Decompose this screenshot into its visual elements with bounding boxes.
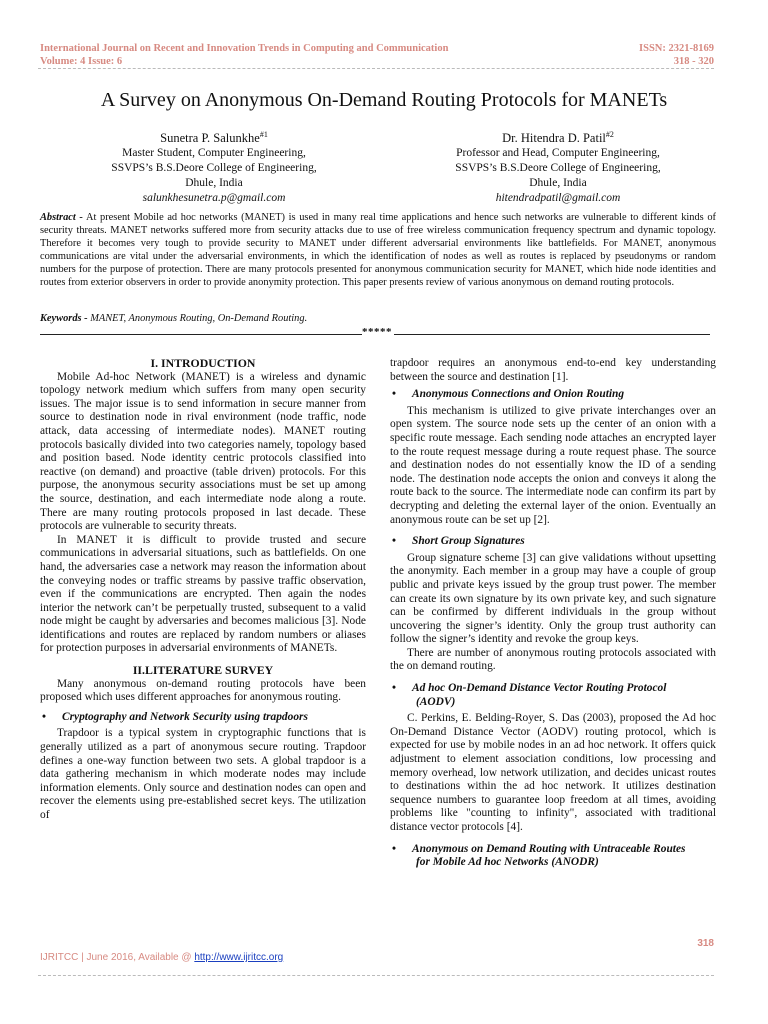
author-sup: #2 (605, 130, 614, 139)
journal-name: International Journal on Recent and Innovation Trends in Computing and Communication (40, 43, 449, 54)
footer-label: IJRITCC | June 2016, Available @ (40, 952, 195, 963)
footer-divider (38, 975, 714, 976)
subsection-heading: • Short Group Signatures (392, 535, 525, 548)
section-heading-introduction: I. INTRODUCTION (150, 356, 256, 370)
subsection-heading: • Anonymous on Demand Routing with Untraceable Routes for Mobile Ad hoc Networks (ANODR) (392, 842, 686, 869)
journal-link[interactable]: http://www.ijritcc.org (194, 952, 284, 963)
keywords-text: MANET, Anonymous Routing, On-Demand Routing. (90, 313, 308, 324)
issn: ISSN: 2321-8169 (639, 43, 714, 54)
left-column (40, 357, 366, 823)
keywords (40, 313, 307, 324)
bullet-icon: • (42, 710, 46, 723)
author-email: hitendradpatil@gmail.com (495, 192, 621, 205)
author-name: Dr. Hitendra D. Patil (502, 131, 606, 146)
bullet-icon: • (392, 535, 396, 548)
bullet-icon: • (392, 842, 396, 855)
keywords-label: Keywords - (40, 313, 88, 324)
separator-stars: ***** (362, 326, 392, 338)
subsection-heading: • Cryptography and Network Security using trapdoors (42, 710, 308, 723)
page-range: 318 - 320 (673, 56, 714, 67)
paragraph: This mechanism is utilized to give private interchanges over an open system. The source node sets up the center of an onion with a specific route message. Each sending node attaches an encrypted layer to the route request message during a route request phase. The source and destination nodes do not essentially know the ID of a sending node. The destination node accepts the onion and conveys it along the route back to the source. The intermediate node can confirm its part by decrypting and deleting the external layer of the onion. Eventually an anonymous route can be set up [2]. (390, 404, 716, 526)
author-college: SSVPS’s B.S.Deore College of Engineering, (455, 162, 661, 175)
separator-line-left (40, 334, 362, 335)
header-divider (38, 68, 714, 69)
abstract-label: Abstract - (40, 212, 83, 223)
author-city: Dhule, India (529, 177, 587, 190)
footer-text (40, 952, 283, 963)
author-name: Sunetra P. Salunkhe (160, 131, 260, 146)
right-column (390, 357, 716, 873)
subsection-heading: • Anonymous Connections and Onion Routing (392, 388, 625, 401)
author-role: Master Student, Computer Engineering, (122, 147, 306, 160)
bullet-icon: • (392, 682, 396, 695)
paragraph: C. Perkins, E. Belding-Royer, S. Das (2003), proposed the Ad hoc On-Demand Distance Vector (AODV) routing protocol, which is expected for use by mobile nodes in an ad hoc network. It offers quick adjustment to element association conditions, low processing and memory overhead, low network utilization, and decides unicast routes to destinations within the ad hoc network. It utilizes destination sequence numbers to guarantee loop freedom at all times, avoiding problems like "counting to infinity", associated with traditional distance vector protocols [4]. (390, 712, 716, 833)
abstract (40, 211, 716, 290)
volume-issue: Volume: 4 Issue: 6 (40, 56, 123, 67)
author-college: SSVPS’s B.S.Deore College of Engineering, (111, 162, 317, 175)
author-email: salunkhesunetra.p@gmail.com (142, 192, 286, 205)
author-block-1 (74, 127, 354, 206)
page-number: 318 (697, 938, 714, 949)
author-sup: #1 (259, 130, 268, 139)
paragraph: Trapdoor is a typical system in cryptographic functions that is generally utilized as a part of anonymous secure routing. Trapdoor defines a one-way function between two sets. A global trapdoor is a data gathering mechanism in which moderate nodes may include information elements. Only source and destination nodes can open and recover the elements using pre-established secret keys. The utilization of (40, 727, 366, 821)
paragraph: There are number of anonymous routing protocols associated with the on demand routing. (390, 646, 716, 673)
section-heading-literature-survey: II.LITERATURE SURVEY (132, 663, 274, 678)
paragraph: In MANET it is difficult to provide trusted and secure communications in adversarial situations, such as battlefields. On one hand, the adversaries case a network may reason the information about the conveying nodes or traffic streams by passive traffic observation, even if the communications are encrypted. Then again the nodes interior the network can’t be perpetually trusted, subsequent to a valid node might be caught by adversaries and becomes malicious [3]. Node identifications and routes are replaced by random numbers or aliases for protection purposes in adversarial environments of MANETs. (40, 533, 366, 655)
paragraph: Mobile Ad-hoc Network (MANET) is a wireless and dynamic topology network medium which suffers from many open security issues. The major issue is to send information in secure manner from source to destination node in rival environment (node traffic, node attack, data accessing of intermediate nodes). MANET routing protocols basically divided into two categories namely, topology based and position based. Node identity centric protocols classified into reactive (on demand) and proactive (table driven) protocols. For this purpose, the anonymous security associations must be set up among the source, destination, and each intermediate node along a route. There are many routing protocols proposed in last decade. These protocols are vulnerable to security threats. (40, 370, 366, 533)
abstract-text: At present Mobile ad hoc networks (MANET) is used in many real time applications and hence such networks are vulnerable to different kinds of security threats. MANET networks suffered more from security attacks due to use of free wireless communication frequency spectrum and dynamic topology. Therefore it becomes very tough to provide security to MANET under different adversarial environments like battlefields. For MANET, anonymous communications are vital under the adversarial environments, in which the identification of nodes as well as routes is replaced by pseudonyms or random numbers for the purpose of protection. There are many protocols presented for anonymous communication security for MANET, which hide node identities and routes from exterior observers in order to provide anonymity protection. This paper presents review of various anonymous on demand routing protocols. (40, 212, 717, 289)
separator-line-right (394, 334, 710, 335)
author-role: Professor and Head, Computer Engineering, (456, 147, 660, 160)
author-block-2 (418, 127, 698, 206)
paragraph: trapdoor requires an anonymous end-to-end key understanding between the source and destination [1]. (390, 357, 716, 383)
author-city: Dhule, India (185, 177, 243, 190)
paragraph: Group signature scheme [3] can give validations without upsetting the anonymity. Each member in a group may have a couple of group public and private keys issued by the group trust power. The member can create its own signature by its own private key, and such signature can be confirmed by different individuals in the group without uncovering the signer’s identity. Only the group trust authority can follow the signer’s identity and revoke the group keys. (390, 551, 716, 646)
subsection-heading: • Ad hoc On-Demand Distance Vector Routing Protocol (AODV) (392, 682, 667, 708)
paragraph: Many anonymous on-demand routing protocols have been proposed which uses different approaches for anonymous routing. (40, 677, 366, 704)
paper-title: A Survey on Anonymous On-Demand Routing Protocols for MANETs (100, 89, 668, 111)
bullet-icon: • (392, 388, 396, 401)
